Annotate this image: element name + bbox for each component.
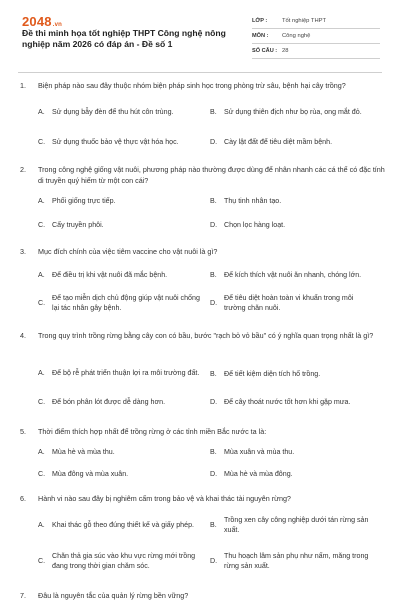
site-logo[interactable]: 2048.vn bbox=[22, 14, 63, 29]
option-letter: A. bbox=[38, 108, 45, 116]
question-text: Mục đích chính của việc tiêm vaccine cho vật nuôi là gì? bbox=[38, 247, 218, 256]
option-letter: B. bbox=[210, 448, 217, 456]
question-text: Đâu là nguyên tắc của quản lý rừng bền vững? bbox=[38, 591, 189, 600]
option-text: Để bón phân lót được dễ dàng hơn. bbox=[52, 398, 166, 406]
info-key: MÔN : bbox=[252, 33, 269, 39]
option-text: Sử dụng thiên địch như bọ rùa, ong mắt đỏ. bbox=[224, 108, 362, 116]
question-stem bbox=[20, 493, 390, 504]
answer-option[interactable] bbox=[38, 136, 202, 148]
question-text: Thời điểm thích hợp nhất để trồng rừng ở các tỉnh miền Bắc nước ta là: bbox=[38, 427, 267, 436]
option-letter: C. bbox=[38, 221, 46, 229]
answer-option[interactable] bbox=[210, 102, 374, 122]
option-letter: A. bbox=[38, 521, 45, 529]
answer-option[interactable] bbox=[210, 136, 374, 148]
option-text: Mùa đông và mùa xuân. bbox=[52, 470, 129, 478]
question-text: Hành vi nào sau đây bị nghiêm cấm trong bảo vệ và khai thác tài nguyên rừng? bbox=[38, 494, 291, 503]
option-text: Sử dụng bẫy đèn để thu hút côn trùng. bbox=[52, 108, 174, 116]
question-stem bbox=[20, 164, 390, 186]
option-letter: D. bbox=[210, 398, 218, 406]
document-header bbox=[0, 0, 400, 68]
question-text: Trong quy trình trồng rừng bằng cây con có bầu, bước "rạch bỏ vỏ bầu" có ý nghĩa quan trọng nhất là gì? bbox=[38, 331, 374, 340]
info-value: 28 bbox=[282, 48, 289, 54]
info-row-question-count bbox=[252, 44, 380, 59]
question-stem bbox=[20, 246, 390, 257]
option-letter: B. bbox=[210, 197, 217, 205]
info-key: LỚP : bbox=[252, 18, 268, 24]
option-letter: B. bbox=[210, 108, 217, 116]
info-table bbox=[252, 14, 380, 59]
info-value: Tốt nghiệp THPT bbox=[282, 18, 327, 24]
answer-option[interactable] bbox=[210, 368, 374, 380]
option-text: Thụ tinh nhân tạo. bbox=[224, 197, 282, 205]
option-letter: D. bbox=[210, 138, 218, 146]
answer-option[interactable] bbox=[38, 551, 202, 571]
question-number: 4. bbox=[20, 331, 26, 340]
answer-option[interactable] bbox=[210, 219, 374, 231]
option-text: Thu hoạch lâm sản phụ như nấm, măng trong rừng sản xuất. bbox=[224, 552, 369, 570]
answer-option[interactable] bbox=[38, 363, 202, 383]
option-letter: C. bbox=[38, 299, 46, 307]
divider bbox=[18, 72, 382, 73]
question-number: 2. bbox=[20, 165, 26, 174]
info-row-class bbox=[252, 14, 380, 29]
option-text: Cày lật đất để tiêu diệt mầm bệnh. bbox=[224, 138, 333, 146]
answer-option[interactable] bbox=[210, 446, 374, 458]
option-text: Chăn thả gia súc vào khu vực rừng mới trồng đang trong thời gian chăm sóc. bbox=[52, 552, 196, 570]
answer-option[interactable] bbox=[210, 293, 374, 313]
option-letter: B. bbox=[210, 521, 217, 529]
question-text: Biện pháp nào sau đây thuộc nhóm biện pháp sinh học trong phòng trừ sâu, bệnh hại cây trồng? bbox=[38, 81, 346, 90]
option-letter: C. bbox=[38, 470, 46, 478]
option-text: Chọn lọc hàng loạt. bbox=[224, 221, 286, 229]
answer-option[interactable] bbox=[38, 396, 202, 408]
option-text: Để tạo miễn dịch chủ động giúp vật nuôi chống lại tác nhân gây bệnh. bbox=[52, 294, 200, 312]
option-letter: D. bbox=[210, 557, 218, 565]
question-stem bbox=[20, 330, 390, 341]
answer-option[interactable] bbox=[38, 468, 202, 480]
question-number: 1. bbox=[20, 81, 26, 90]
document-title: Đề thi minh họa tốt nghiệp THPT Công nghệ nông nghiệp năm 2026 có đáp án - Đề số 1 bbox=[22, 28, 226, 49]
info-value: Công nghệ bbox=[282, 33, 311, 39]
option-text: Phối giống trực tiếp. bbox=[52, 197, 116, 205]
answer-option[interactable] bbox=[38, 195, 202, 207]
option-letter: D. bbox=[210, 470, 218, 478]
answer-option[interactable] bbox=[38, 515, 202, 535]
option-letter: D. bbox=[210, 221, 218, 229]
option-text: Mùa hè và mùa thu. bbox=[52, 448, 115, 456]
answer-option[interactable] bbox=[210, 515, 374, 535]
question-text: Trong công nghệ giống vật nuôi, phương pháp nào thường được dùng để nhân nhanh các cá thể có đặc tính di truyền quý hiếm từ một con cái? bbox=[38, 165, 385, 185]
option-letter: D. bbox=[210, 299, 218, 307]
option-letter: C. bbox=[38, 138, 46, 146]
question-number: 5. bbox=[20, 427, 26, 436]
answer-option[interactable] bbox=[38, 219, 202, 231]
info-key: SỐ CÂU : bbox=[252, 48, 278, 54]
option-letter: B. bbox=[210, 271, 217, 279]
answer-option[interactable] bbox=[38, 102, 202, 122]
question-number: 7. bbox=[20, 591, 26, 600]
answer-option[interactable] bbox=[210, 195, 374, 207]
option-text: Trồng xen cây công nghiệp dưới tán rừng sản xuất. bbox=[224, 516, 369, 534]
option-text: Cấy truyền phôi. bbox=[52, 221, 104, 229]
option-text: Sử dụng thuốc bảo vệ thực vật hóa học. bbox=[52, 138, 179, 146]
option-letter: B. bbox=[210, 370, 217, 378]
option-text: Để điều trị khi vật nuôi đã mắc bệnh. bbox=[52, 271, 168, 279]
question-stem bbox=[20, 590, 390, 600]
answer-option[interactable] bbox=[210, 468, 374, 480]
question-stem bbox=[20, 80, 390, 91]
answer-option[interactable] bbox=[38, 293, 202, 313]
answer-option[interactable] bbox=[210, 396, 374, 408]
option-letter: A. bbox=[38, 197, 45, 205]
option-letter: C. bbox=[38, 557, 46, 565]
answer-option[interactable] bbox=[210, 551, 374, 571]
info-row-subject bbox=[252, 29, 380, 44]
option-letter: A. bbox=[38, 271, 45, 279]
answer-option[interactable] bbox=[38, 269, 202, 281]
question-number: 3. bbox=[20, 247, 26, 256]
option-text: Để bộ rễ phát triển thuận lợi ra môi trường đất. bbox=[52, 369, 200, 377]
question-number: 6. bbox=[20, 494, 26, 503]
option-text: Khai thác gỗ theo đúng thiết kế và giấy phép. bbox=[52, 521, 194, 529]
option-letter: A. bbox=[38, 448, 45, 456]
option-text: Mùa xuân và mùa thu. bbox=[224, 448, 295, 456]
option-text: Để cây thoát nước tốt hơn khi gặp mưa. bbox=[224, 398, 351, 406]
option-text: Để kích thích vật nuôi ăn nhanh, chóng lớn. bbox=[224, 271, 362, 279]
question-stem bbox=[20, 426, 390, 437]
option-text: Để tiết kiệm diện tích hố trồng. bbox=[224, 370, 321, 378]
option-letter: A. bbox=[38, 369, 45, 377]
option-text: Để tiêu diệt hoàn toàn vi khuẩn trong môi trường chăn nuôi. bbox=[224, 294, 354, 312]
answer-option[interactable] bbox=[38, 446, 202, 458]
option-letter: C. bbox=[38, 398, 46, 406]
answer-option[interactable] bbox=[210, 269, 374, 281]
option-text: Mùa hè và mùa đông. bbox=[224, 470, 293, 478]
